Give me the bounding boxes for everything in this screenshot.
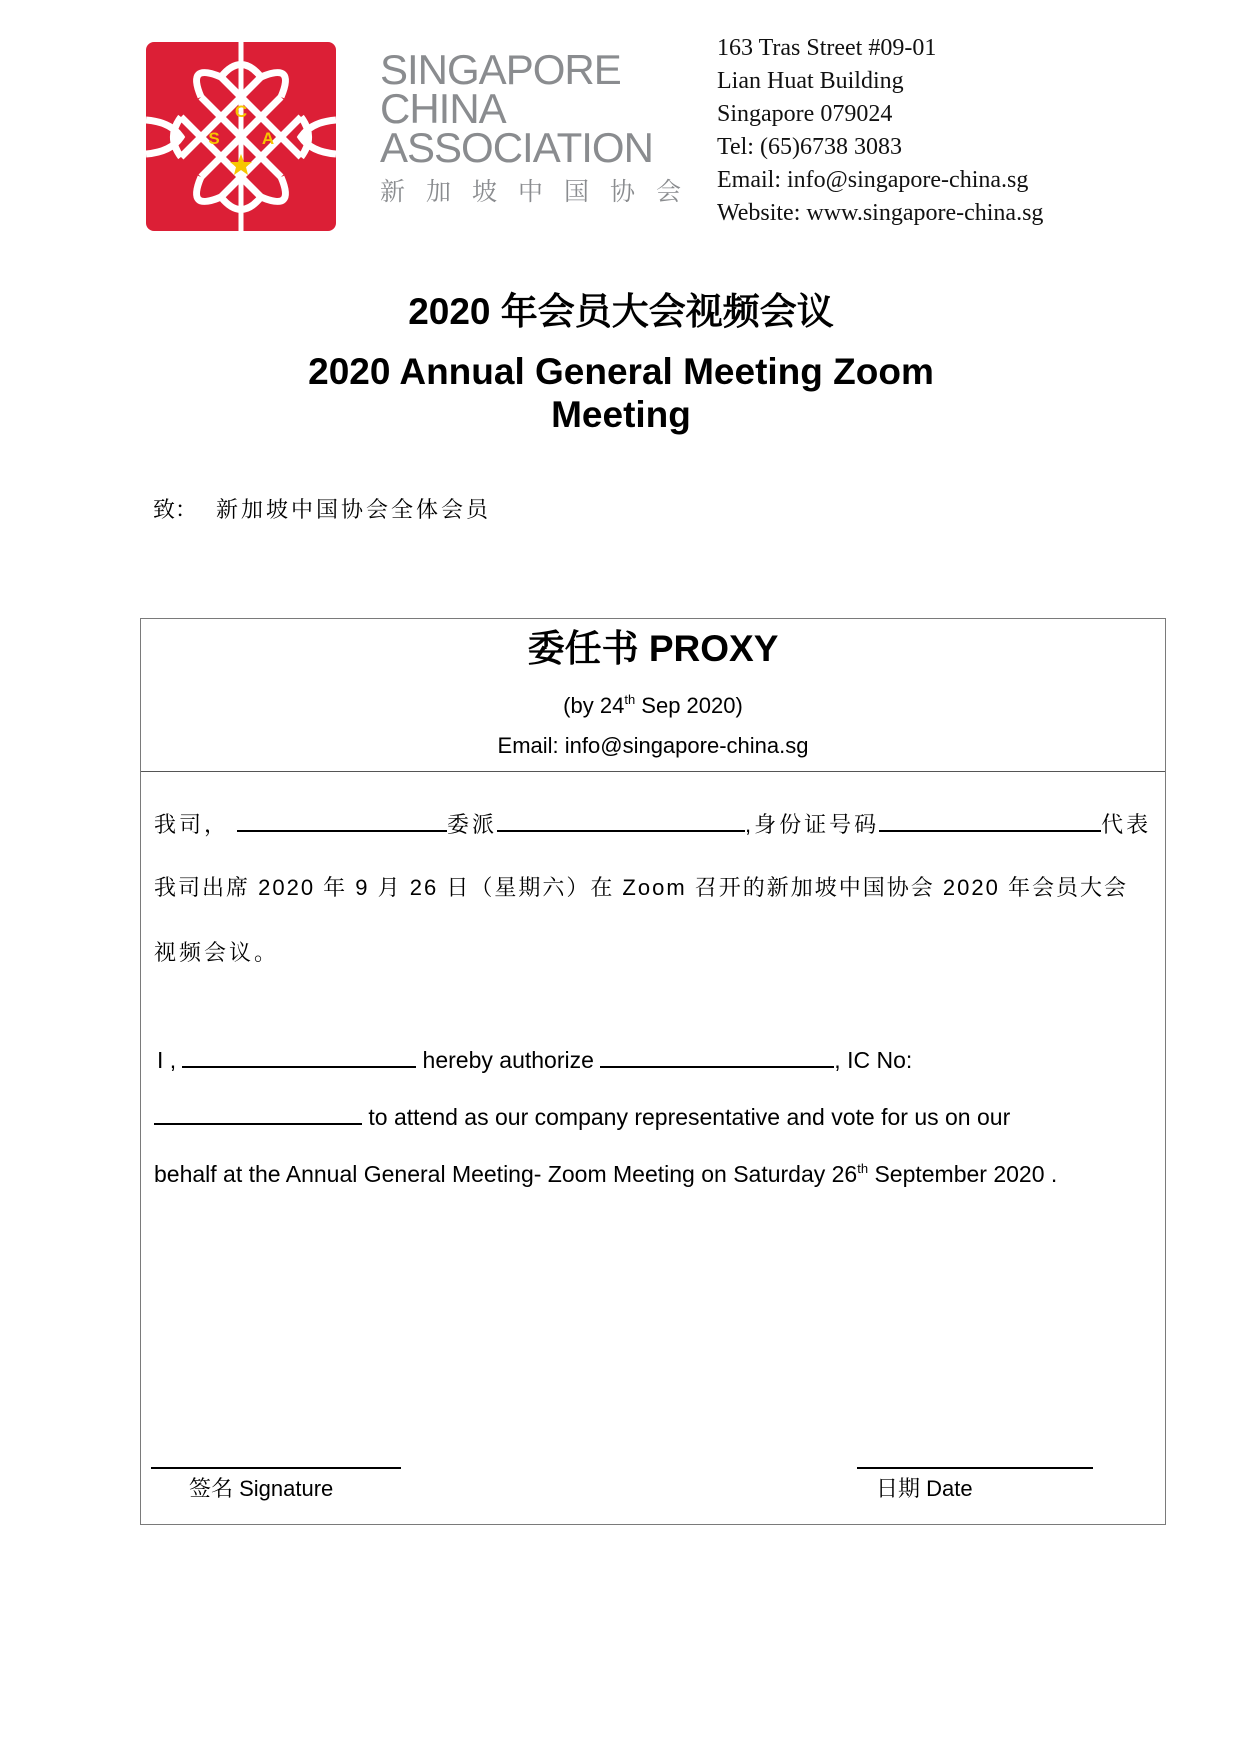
- addressee-line: [153, 495, 491, 525]
- proxy-form: [140, 618, 1166, 1525]
- id-number-blank[interactable]: [879, 808, 1101, 832]
- ic-number-blank[interactable]: [154, 1101, 362, 1125]
- logo-name-zh: 新加坡中国协会: [380, 178, 703, 206]
- company-name-blank[interactable]: [237, 808, 447, 832]
- page-title-en: [0, 350, 1242, 436]
- zh-represent-label: 代表: [1101, 812, 1152, 837]
- zh-line-3: 视频会议。: [154, 940, 280, 965]
- en-line-3: [154, 1159, 1057, 1189]
- en-line-1: [157, 1044, 912, 1075]
- address-email: Email: info@singapore-china.sg: [717, 167, 1029, 193]
- zh-company-label: 我司，: [154, 812, 230, 837]
- signature-label: 签名 Signature: [189, 1476, 334, 1501]
- deadline-suffix: Sep 2020): [635, 693, 743, 718]
- header-divider: [141, 771, 1165, 772]
- date-line[interactable]: [857, 1467, 1093, 1469]
- page-title-en-line2: Meeting: [551, 394, 691, 435]
- address-street: 163 Tras Street #09-01: [717, 35, 937, 61]
- en-i-label: I ,: [157, 1047, 177, 1073]
- address-block: [717, 32, 1043, 230]
- en-attend-text: to attend as our company representative and vote for us on our: [362, 1104, 1011, 1130]
- zh-appoint-label: 委派: [447, 812, 498, 837]
- deadline-ordinal: th: [624, 692, 636, 707]
- address-tel: Tel: (65)6738 3083: [717, 134, 902, 160]
- zh-id-label: ,身份证号码: [745, 812, 880, 837]
- proxy-deadline: [141, 691, 1165, 721]
- address-postal: Singapore 079024: [717, 101, 893, 127]
- proxy-email: Email: info@singapore-china.sg: [497, 733, 809, 758]
- en-date-ordinal: th: [857, 1161, 869, 1176]
- logo-letter-c: C: [234, 102, 248, 121]
- logo-name-line: ASSOCIATION: [380, 124, 653, 171]
- en-behalf-text: behalf at the Annual General Meeting- Zoom Meeting on Saturday 26: [154, 1161, 858, 1187]
- deadline-prefix: (by 24: [563, 693, 625, 718]
- proxy-name-blank[interactable]: [497, 808, 745, 832]
- date-label: 日期 Date: [876, 1476, 973, 1501]
- addressee-label: 致：: [153, 497, 198, 522]
- sca-logo-icon: [146, 42, 336, 231]
- zh-line-2: 我司出席 2020 年 9 月 26 日（星期六）在 Zoom 召开的新加坡中国协会 2020 年会员大会: [154, 875, 1128, 900]
- member-name-blank[interactable]: [182, 1044, 416, 1068]
- zh-line-1: [154, 808, 1151, 840]
- address-building: Lian Huat Building: [717, 68, 904, 94]
- en-ic-label: , IC No:: [834, 1047, 913, 1073]
- logo-name-line: CHINA: [380, 85, 506, 132]
- page-title-zh: 2020 年会员大会视频会议: [408, 291, 834, 332]
- addressee-recipient: 新加坡中国协会全体会员: [216, 497, 492, 522]
- logo-wordmark: [380, 46, 703, 207]
- en-authorize-label: hereby authorize: [416, 1047, 601, 1073]
- signature-line[interactable]: [151, 1467, 401, 1469]
- representative-name-blank[interactable]: [600, 1044, 834, 1068]
- logo-letter-s: S: [208, 129, 220, 148]
- address-website: Website: www.singapore-china.sg: [717, 200, 1044, 226]
- logo-name-line: SINGAPORE: [380, 46, 621, 93]
- en-line-2: [154, 1101, 1010, 1132]
- en-date-suffix: September 2020 .: [868, 1161, 1058, 1187]
- page-title-en-line1: 2020 Annual General Meeting Zoom: [308, 351, 934, 392]
- logo-letter-a: A: [261, 129, 275, 148]
- proxy-heading: 委任书 PROXY: [527, 628, 779, 669]
